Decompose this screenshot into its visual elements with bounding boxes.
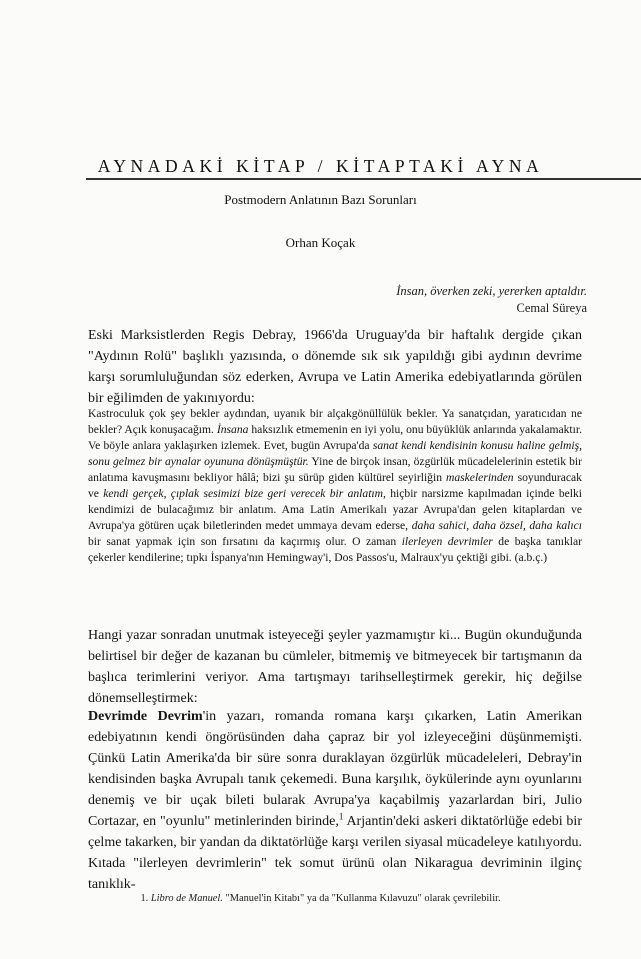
- footnote: [0, 893, 641, 904]
- quote-emphasis: sanat kendi kendisinin konusu haline gelmiş, sonu gelmez bir aynalar oyununa dönüşmüştür.: [88, 439, 582, 469]
- epigraph-attribution: Cemal Süreya: [516, 301, 587, 315]
- quote-segment: bir sanat yapmak için son fırsatını da kaçırmış olur. O zaman: [88, 535, 402, 549]
- quote-segment: Yine de birçok insan, özgürlük mücadelelerinin estetik bir anlatıma kavuşmasını bekliyor hâlâ; bizi şu sürüp giden kültürel seyirliğin: [88, 455, 582, 485]
- epigraph: [247, 283, 587, 317]
- quote-segment: soyunduracak ve: [88, 471, 582, 501]
- quote-segment: hiçbir narsizme kapılmadan içinde belki kendimizi de bulacağımız bir anlatım. Ama Latin Amerikalı yazar Avrupa'dan gelen kitaplardan ve Avrupa'ya götüren uçak biletlerinden medet ummaya devam ederse,: [88, 487, 582, 533]
- paragraph-text: 'in yazarı, romanda romana karşı çıkarken, Latin Amerikan edebiyatının kendi öngörüsünden daha çapraz bir yol izleyeceğini düşünmemişti. Çünkü Latin Amerika'da bir süre sonra duraklayan özgürlük mücadeleleri, Debray'in kendisinden başka Avrupalı tanık çekemedi. Buna karşılık, öykülerinde aynı oyunlarını denemiş ve bir uçak bileti bularak Avrupa'ya kaçabilmiş yazarlardan biri, Julio Cortazar, en "oyunlu" metinlerinden birinde,: [88, 709, 582, 829]
- quote-segment: Kastroculuk çok şey bekler aydından, uyanık bir alçakgönüllülük bekler. Ya sanatçıdan, yaratıcıdan ne bekler? Açık konuşacağım.: [88, 407, 582, 437]
- quote-emphasis: maskelerinden: [445, 471, 514, 485]
- footnote-text: "Manuel'in Kitabı" ya da "Kullanma Kılavuzu" olarak çevrilebilir.: [222, 893, 501, 904]
- bold-lead: Devrimde Devrim: [88, 709, 203, 724]
- footnote-number: 1.: [140, 893, 149, 904]
- header-rule: [86, 178, 641, 180]
- article-author: Orhan Koçak: [285, 235, 356, 250]
- quote-segment: haksızlık etmemenin en iyi yolu, onu büyüklük anlarında yakalamaktır. Ve böyle anlara yaklaşırken izlemek. Evet, bugün Avrupa'da: [88, 423, 582, 453]
- paragraph-1: Eski Marksistlerden Regis Debray, 1966'da Uruguay'da bir haftalık dergide çıkan "Aydının Rolü" başlıklı yazısında, o dönemde sık sık yapıldığı gibi aydının devrime karşı sorumluluğundan söz ederken, Avrupa ve Latin Amerika edebiyatlarında görülen bir eğilimden de yakınıyordu:: [88, 328, 582, 406]
- article-subtitle: Postmodern Anlatının Bazı Sorunları: [224, 192, 417, 207]
- quote-emphasis: daha sahici, daha özsel, daha kalıcı: [411, 519, 582, 533]
- quote-segment: de başka tanıklar çekerler kendilerine; tıpkı İspanya'nın Hemingway'i, Dos Passos'u, Malraux'yu çektiği gibi. (a.b.ç.): [88, 535, 583, 565]
- quote-emphasis: İnsana: [216, 423, 249, 437]
- paragraph-2: Hangi yazar sonradan unutmak isteyeceği şeyler yazmamıştır ki... Bugün okunduğunda belirtisel bir değer de kazanan bu cümleler, bitmemiş ve bitmeyecek bir tartışmanın da başlıca terimlerini veriyor. Ama tartışmayı tarihselleştirmek gerekir, hiç değilse dönemselleştirmek:: [88, 628, 582, 706]
- epigraph-quote: İnsan, överken zeki, yererken aptaldır.: [396, 284, 587, 298]
- quote-emphasis: kendi gerçek, çıplak sesimizi bize geri verecek bir anlatım,: [103, 487, 386, 501]
- running-title: AYNADAKİ KİTAP / KİTAPTAKİ AYNA: [97, 156, 544, 176]
- footnote-mark[interactable]: 1: [338, 811, 344, 822]
- paragraph-3: [88, 706, 582, 895]
- footnote-title: Libro de Manuel.: [150, 893, 223, 904]
- block-quote: [88, 406, 582, 566]
- quote-emphasis: ilerleyen devrimler: [401, 535, 493, 549]
- paragraph-text: Arjantin'deki askeri diktatörlüğe edebi bir çelme takarken, bir yandan da diktatörlüğe karşı verilen siyasal mücadeleye katılıyordu. Kıtada "ilerleyen devrimlerin" tek somut ürünü olan Nikaragua devriminin ilginç tanıklık-: [88, 814, 582, 892]
